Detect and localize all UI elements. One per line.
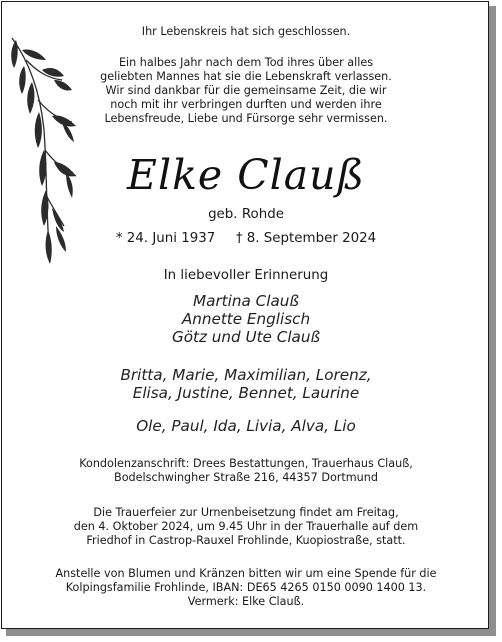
donation-info [2, 567, 490, 609]
family-name: Annette Englisch [181, 310, 311, 328]
great-grandchildren-list [2, 417, 490, 435]
death-date: † 8. September 2024 [235, 231, 377, 246]
children-list [2, 292, 490, 346]
donation-line: Anstelle von Blumen und Kränzen bitten wir um eine Spende für die [55, 567, 437, 580]
condolence-line: Kondolenzanschrift: Drees Bestattungen, Trauerhaus Clauß, [79, 457, 413, 470]
intro-line: Lebensfreude, Liebe und Fürsorge sehr vermissen. [104, 112, 388, 125]
deceased-name: Elke Clauß [127, 151, 365, 199]
family-name: Ole, Paul, Ida, Livia, Alva, Lio [136, 417, 356, 435]
intro-paragraph [2, 56, 490, 126]
birth-date: * 24. Juni 1937 [115, 231, 216, 246]
obituary-card [1, 1, 489, 629]
intro-line: Ein halbes Jahr nach dem Tod ihres über alles [118, 56, 374, 69]
funeral-line: Friedhof in Castrop-Rauxel Frohlinde, Kuopiostraße, statt. [86, 534, 406, 547]
funeral-line: Die Trauerfeier zur Urnenbeisetzung findet am Freitag, [93, 506, 399, 519]
condolence-line: Bodelschwingher Straße 216, 44357 Dortmund [114, 471, 378, 484]
intro-line: Wir sind dankbar für die gemeinsame Zeit, die wir [105, 84, 387, 97]
birth-name: geb. Rohde [208, 207, 284, 222]
intro-line: geliebten Mannes hat sie die Lebenskraft verlassen. [100, 70, 392, 83]
family-name: Elisa, Justine, Bennet, Laurine [132, 384, 360, 402]
remembrance-intro: In liebevoller Erinnerung [163, 268, 329, 283]
funeral-info [2, 506, 490, 548]
family-name: Martina Clauß [193, 292, 299, 310]
donation-line: Kolpingsfamilie Frohlinde, IBAN: DE65 4265 0150 0090 1400 13. [65, 581, 427, 594]
headline: Ihr Lebenskreis hat sich geschlossen. [141, 25, 351, 38]
life-dates [2, 231, 490, 247]
intro-line: noch mit ihr verbringen durften und werden ihre [110, 98, 382, 111]
family-name: Britta, Marie, Maximilian, Lorenz, [120, 366, 372, 384]
grandchildren-list [2, 366, 490, 402]
funeral-line: den 4. Oktober 2024, um 9.45 Uhr in der Trauerhalle auf dem [73, 520, 419, 533]
condolence-address [2, 457, 490, 485]
family-name: Götz und Ute Clauß [171, 328, 321, 346]
donation-line: Vermerk: Elke Clauß. [187, 595, 305, 608]
